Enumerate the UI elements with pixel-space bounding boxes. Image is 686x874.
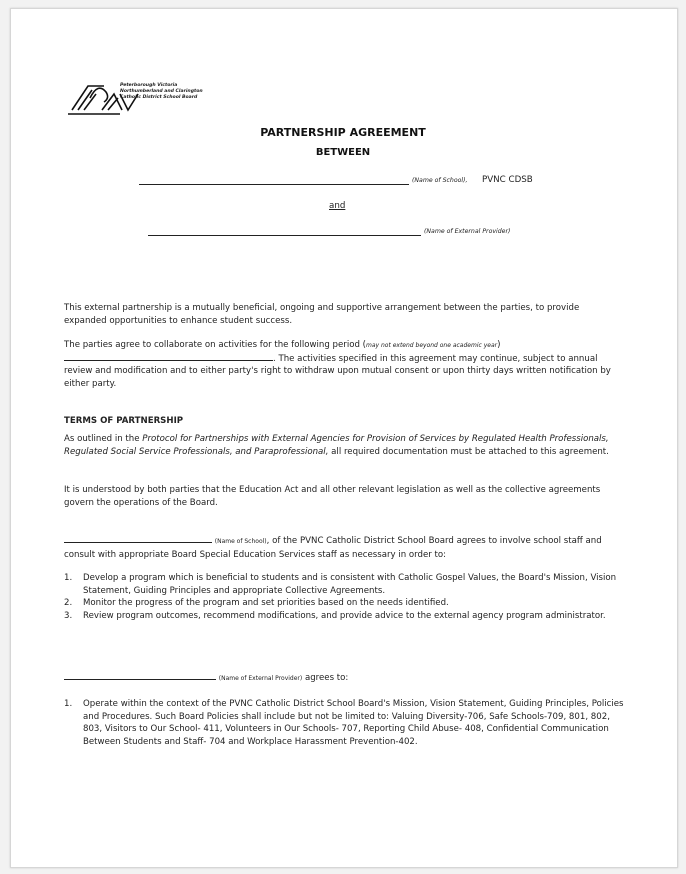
and-word: and (329, 201, 346, 211)
period-note: may not extend beyond one academic year (366, 342, 498, 349)
school-clause-hint: (Name of School) (214, 538, 267, 545)
school-name-hint: (Name of School), (412, 177, 468, 184)
provider-clause-hint: (Name of External Provider) (218, 675, 303, 682)
item-text: Develop a program which is beneficial to students and is consistent with Catholic Gospel Values, the Board's Mission, Vision Statement, Guiding Principles and appropriate Collective Agreements. (83, 573, 617, 596)
provider-name-hint: (Name of External Provider) (424, 228, 511, 235)
provider-name-field[interactable] (148, 235, 421, 236)
school-name-field[interactable] (139, 184, 409, 185)
period-rest: . The activities specified in this agreement may continue, subject to annual review and modification and to either party's right to withdraw upon mutual consent or upon thirty days written notification by either party. (64, 353, 611, 389)
logo-line-3: Catholic District School Board (120, 95, 198, 100)
logo-line-2: Northumberland and Clarington (120, 89, 203, 94)
logo-text (120, 83, 203, 101)
list-item (64, 572, 624, 597)
item-text: Review program outcomes, recommend modifications, and provide advice to the external agency program administrator. (83, 610, 606, 621)
list-item (64, 597, 624, 610)
list-item (64, 610, 624, 623)
school-clause-field[interactable] (64, 542, 212, 543)
list-item (64, 698, 624, 748)
school-obligations-list (64, 572, 624, 622)
period-close: ) (497, 340, 501, 350)
protocol-title: Protocol for Partnerships with External Agencies for Provision of Services by Regulated Health Professionals, Regulated Social Service Professionals, and Paraprofessional, (64, 434, 609, 457)
period-lead: The parties agree to collaborate on activities for the following period ( (64, 340, 366, 350)
legislation-text: It is understood by both parties that the Education Act and all other relevant legislation as well as the collective agreements govern the operations of the Board. (64, 485, 601, 508)
item-text: Operate within the context of the PVNC Catholic District School Board's Mission, Vision Statement, Guiding Principles, Policies and Procedures. Such Board Policies shall include but not be limited to: Valuing Diversity-706, Safe Schools-709, 801, 802, 803, Visitors to Our School- 411, Volunteers in Our Schools- 707, Reporting Child Abuse- 408, Confidential Communication Between Students and Staff- 704 and Workplace Harassment Prevention-402. (83, 699, 624, 747)
intro-paragraph (64, 302, 624, 327)
school-clause (64, 535, 624, 561)
provider-obligations-list (64, 698, 624, 748)
item-number: 3. (64, 610, 73, 621)
item-number: 1. (64, 699, 73, 709)
legislation-paragraph (64, 484, 624, 509)
protocol-rest: all required documentation must be attached to this agreement. (328, 446, 609, 457)
provider-clause-field[interactable] (64, 679, 216, 680)
provider-clause (64, 672, 624, 686)
board-abbrev: PVNC CDSB (482, 175, 533, 185)
protocol-paragraph (64, 433, 624, 458)
period-paragraph (64, 339, 624, 390)
period-field[interactable] (64, 360, 273, 361)
protocol-lead: As outlined in the (64, 434, 143, 444)
document-title: PARTNERSHIP AGREEMENT (260, 126, 426, 139)
item-text: Monitor the progress of the program and set priorities based on the needs identified. (83, 598, 449, 608)
terms-heading: TERMS OF PARTNERSHIP (64, 416, 184, 426)
item-number: 2. (64, 598, 73, 608)
provider-clause-text: agrees to: (302, 673, 349, 683)
item-number: 1. (64, 573, 73, 583)
logo-line-1: Peterborough Victoria (120, 83, 178, 88)
school-clause-text: , of the PVNC Catholic District School Board agrees to involve school staff and consult with appropriate Board Special Education Services staff as necessary in order to: (64, 536, 602, 560)
intro-text: This external partnership is a mutually beneficial, ongoing and supportive arrangement between the parties, to provide expanded opportunities to enhance student success. (64, 303, 580, 326)
document-subtitle: BETWEEN (315, 147, 371, 158)
